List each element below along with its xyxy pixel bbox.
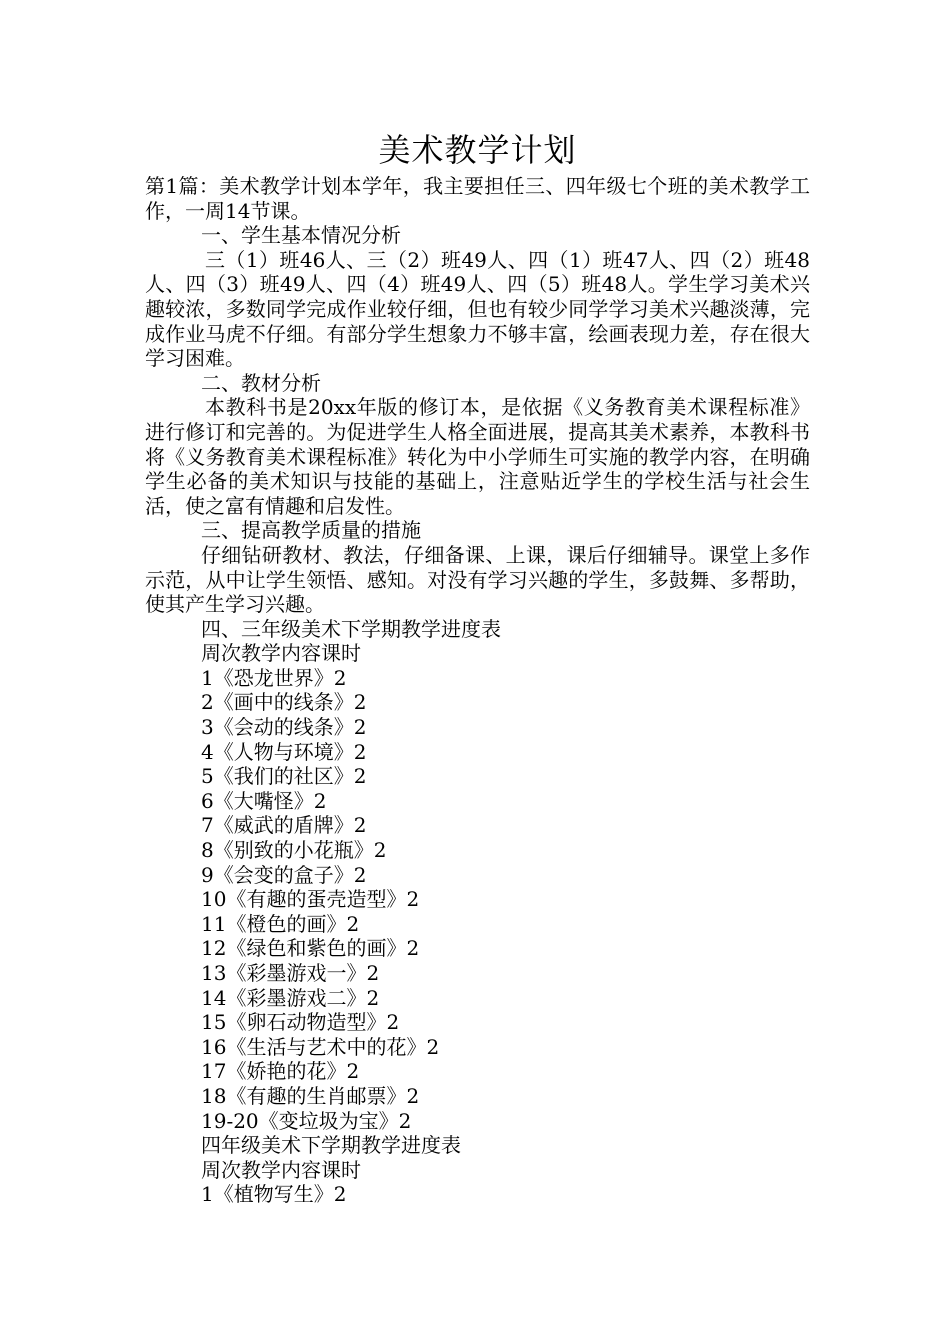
schedule-row: 18《有趣的生肖邮票》2 — [201, 1083, 420, 1108]
section5-table-header: 周次教学内容课时 — [201, 1157, 361, 1182]
schedule-row: 4《人物与环境》2 — [201, 739, 367, 764]
schedule-row: 10《有趣的蛋壳造型》2 — [201, 887, 420, 912]
schedule-row: 6《大嘴怪》2 — [201, 788, 327, 813]
section1-heading: 一、学生基本情况分析 — [201, 223, 401, 248]
schedule-row: 16《生活与艺术中的花》2 — [201, 1034, 440, 1059]
schedule-row: 15《卵石动物造型》2 — [201, 1010, 400, 1035]
schedule-row: 12《绿色和紫色的画》2 — [201, 936, 420, 961]
schedule-row: 11《橙色的画》2 — [201, 911, 360, 936]
schedule-row: 9《会变的盒子》2 — [201, 862, 367, 887]
schedule-row: 19-20《变垃圾为宝》2 — [201, 1108, 412, 1133]
intro-paragraph: 第1篇：美术教学计划本学年，我主要担任三、四年级七个班的美术教学工作，一周14节课。 — [145, 174, 810, 223]
schedule-row: 14《彩墨游戏二》2 — [201, 985, 380, 1010]
section2-heading: 二、教材分析 — [201, 370, 321, 395]
section4-heading: 四、三年级美术下学期教学进度表 — [201, 616, 501, 641]
schedule-row: 8《别致的小花瓶》2 — [201, 838, 387, 863]
document-title: 美术教学计划 — [378, 131, 577, 169]
section5-schedule-list — [145, 1182, 810, 1207]
schedule-row: 17《娇艳的花》2 — [201, 1059, 360, 1084]
schedule-row: 3《会动的线条》2 — [201, 715, 367, 740]
document-page — [145, 128, 810, 1207]
section5-heading: 四年级美术下学期教学进度表 — [201, 1133, 461, 1158]
schedule-row: 1《植物写生》2 — [201, 1182, 347, 1207]
schedule-row: 2《画中的线条》2 — [201, 690, 367, 715]
section3-heading: 三、提高教学质量的措施 — [201, 518, 421, 543]
section1-body: 三（1）班46人、三（2）班49人、四（1）班47人、四（2）班48人、四（3）班49人、四（4）班49人、四（5）班48人。学生学习美术兴趣较浓，多数同学完成作业较仔细，但也有较少同学学习美术兴趣淡薄，完成作业马虎不仔细。有部分学生想象力不够丰富，绘画表现力差，存在很大学习困难。 — [145, 247, 810, 371]
schedule-row: 13《彩墨游戏一》2 — [201, 961, 380, 985]
section3-body: 仔细钻研教材、教法，仔细备课、上课，课后仔细辅导。课堂上多作示范，从中让学生领悟、感知。对没有学习兴趣的学生，多鼓舞、多帮助，使其产生学习兴趣。 — [145, 542, 810, 617]
section2-body: 本教科书是20xx年版的修订本，是依据《义务教育美术课程标准》进行修订和完善的。为促进学生人格全面进展，提高其美术素养，本教科书将《义务教育美术课程标准》转化为中小学师生可实施的教学内容，在明确学生必备的美术知识与技能的基础上，注意贴近学生的学校生活与社会生活，使之富有情趣和启发性。 — [145, 395, 810, 518]
section4-table-header: 周次教学内容课时 — [201, 641, 361, 666]
section4-schedule-list — [145, 666, 810, 1133]
schedule-row: 1《恐龙世界》2 — [201, 665, 347, 690]
schedule-row: 7《威武的盾牌》2 — [201, 813, 367, 838]
schedule-row: 5《我们的社区》2 — [201, 764, 367, 789]
